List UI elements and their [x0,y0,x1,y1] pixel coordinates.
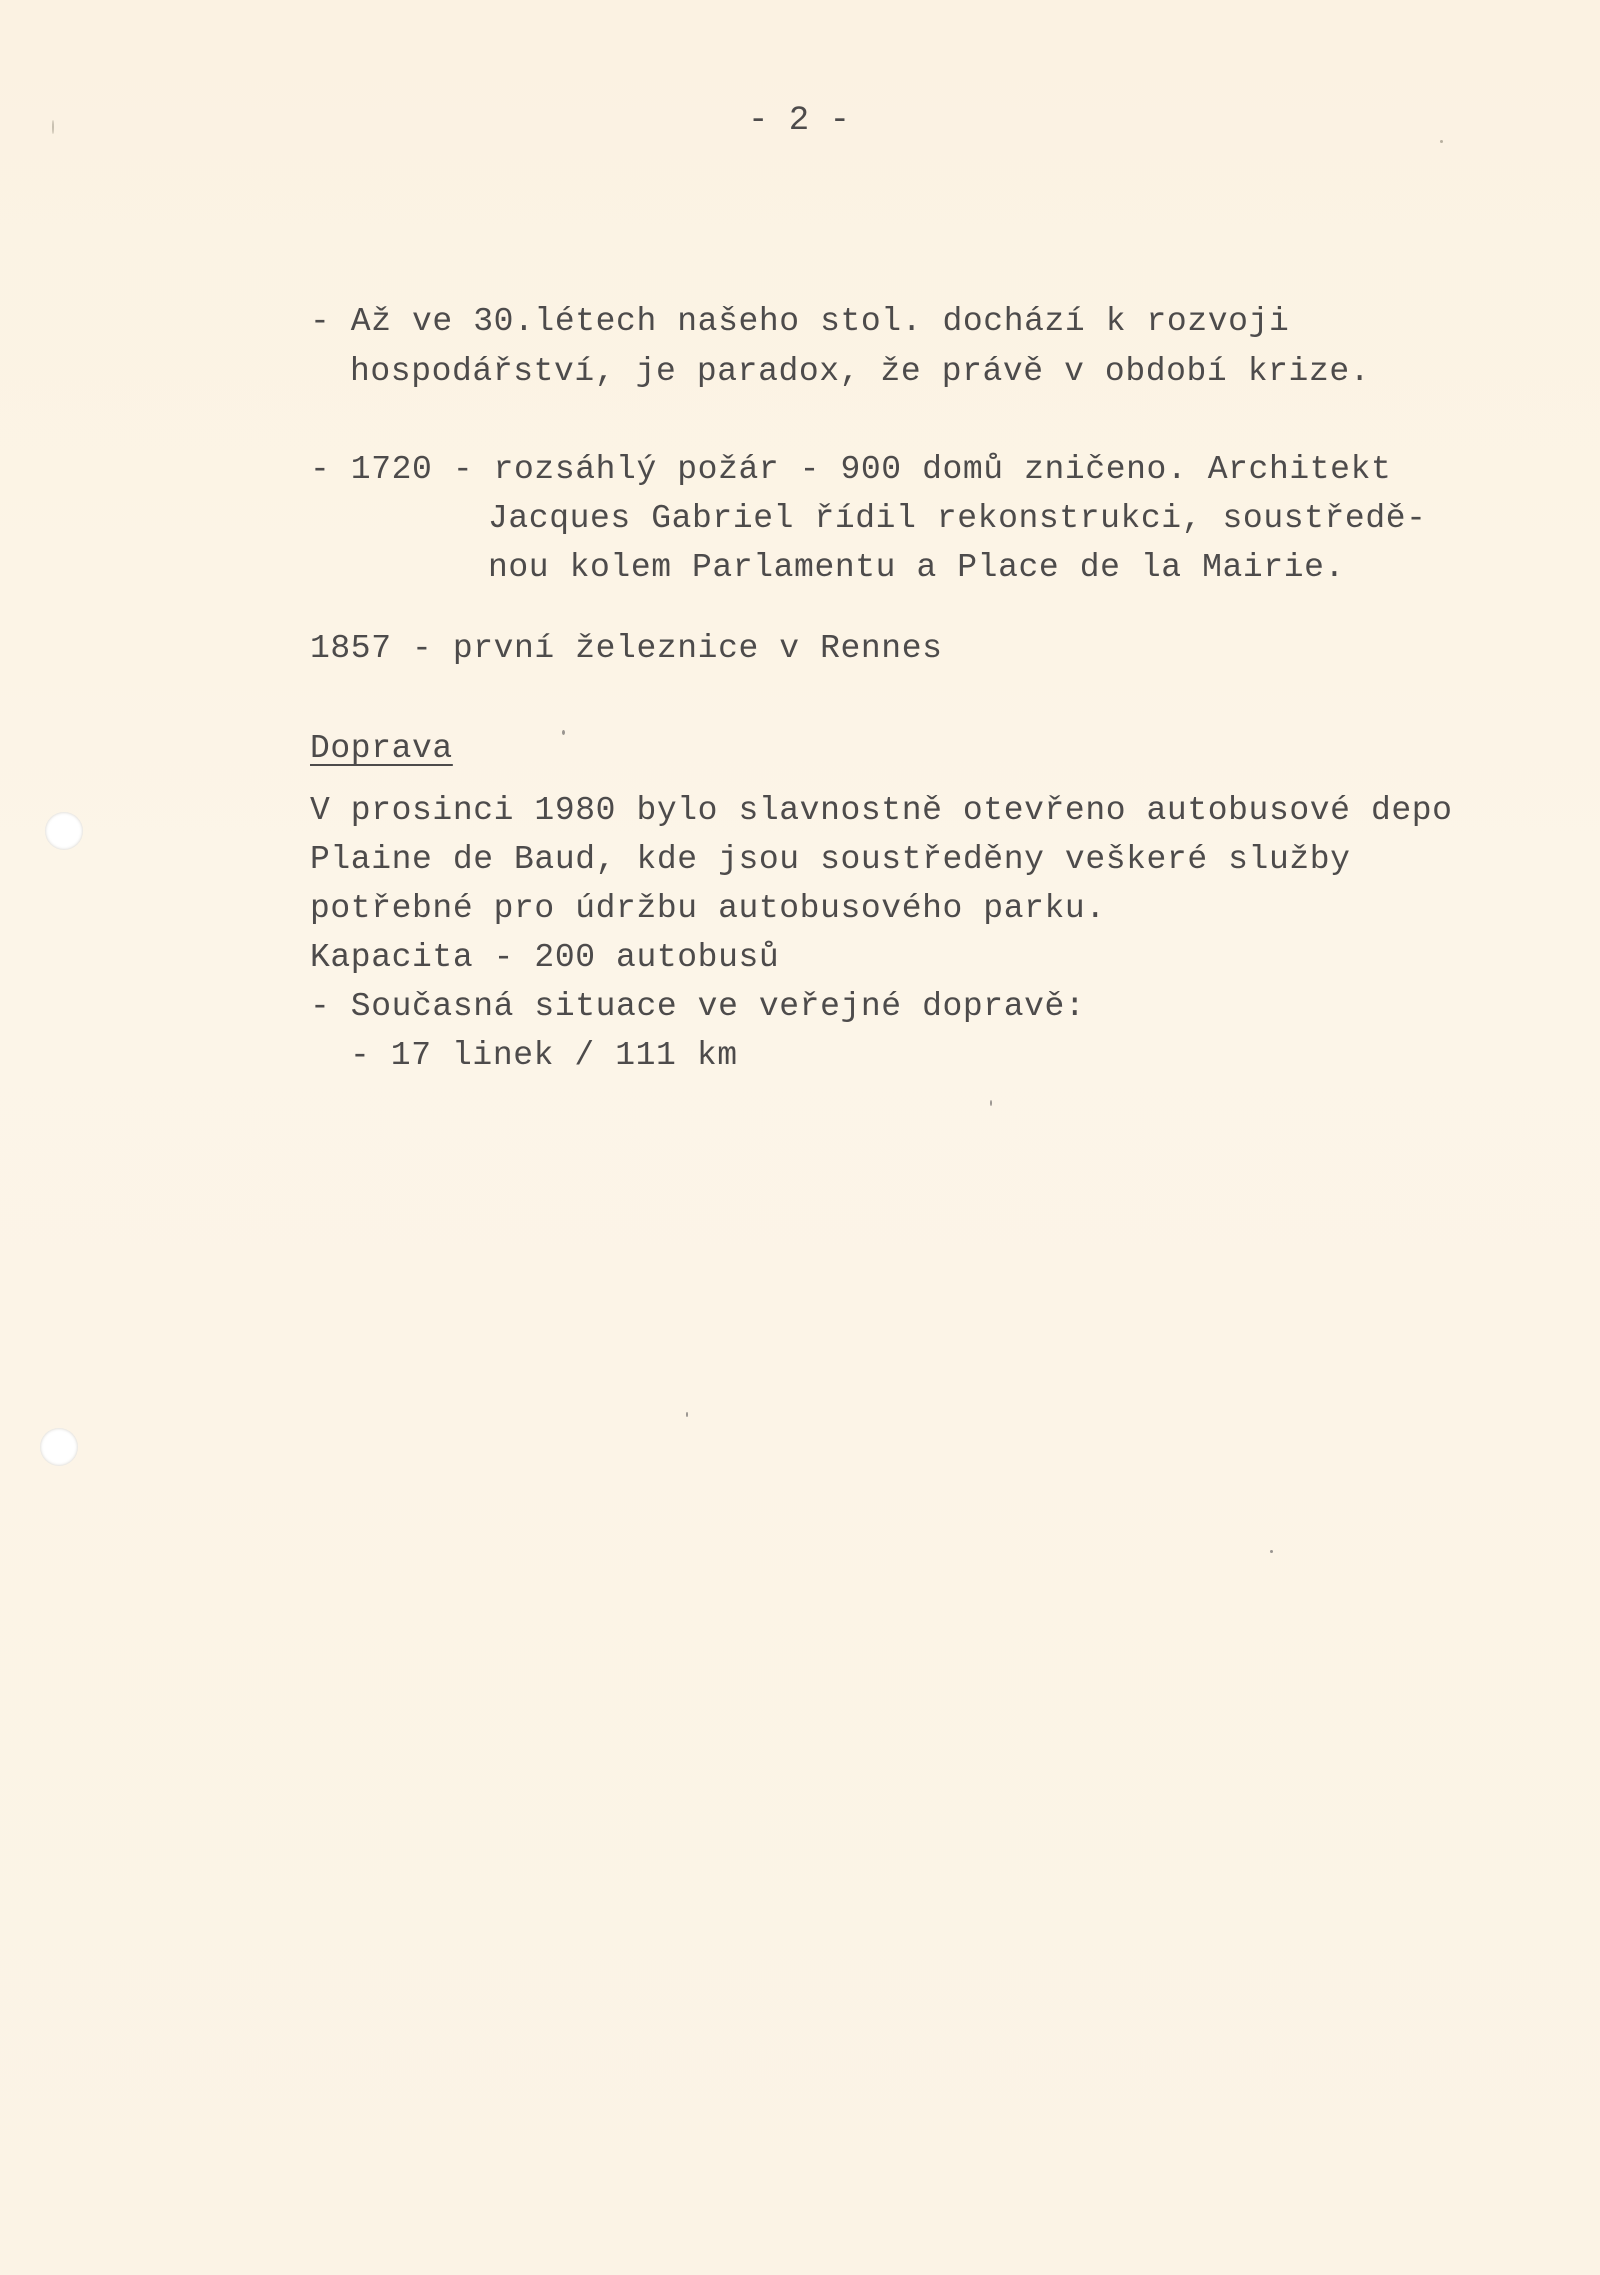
paragraph-line: - Současná situace ve veřejné dopravě: [310,988,1086,1025]
punch-hole [40,1428,78,1466]
paragraph-line: potřebné pro údržbu autobusového parku. [310,890,1106,927]
paper-speck [990,1100,992,1106]
section-heading: Doprava [310,730,453,767]
punch-hole [45,812,83,850]
paper-speck [1270,1550,1273,1553]
paper-speck [1440,140,1443,143]
paragraph-line: hospodářství, je paradox, že právě v období krize. [350,353,1371,390]
paper-speck [52,120,54,134]
paragraph-line: Plaine de Baud, kde jsou soustředěny veškeré služby [310,841,1351,878]
paragraph-line: - Až ve 30.létech našeho stol. dochází k rozvoji [310,303,1290,340]
paper-speck [686,1412,688,1417]
paragraph-line: nou kolem Parlamentu a Place de la Mairie. [488,549,1345,586]
paragraph-line: 1857 - první železnice v Rennes [310,630,943,667]
page-number: - 2 - [748,102,851,140]
paragraph-line: - 17 linek / 111 km [350,1037,738,1074]
paragraph-line: V prosinci 1980 bylo slavnostně otevřeno autobusové depo [310,792,1453,829]
paper-speck [562,730,565,735]
paragraph-line: Jacques Gabriel řídil rekonstrukci, soustředě- [488,500,1427,537]
paragraph-line: - 1720 - rozsáhlý požár - 900 domů zničeno. Architekt [310,451,1392,488]
paragraph-line: Kapacita - 200 autobusů [310,939,780,976]
